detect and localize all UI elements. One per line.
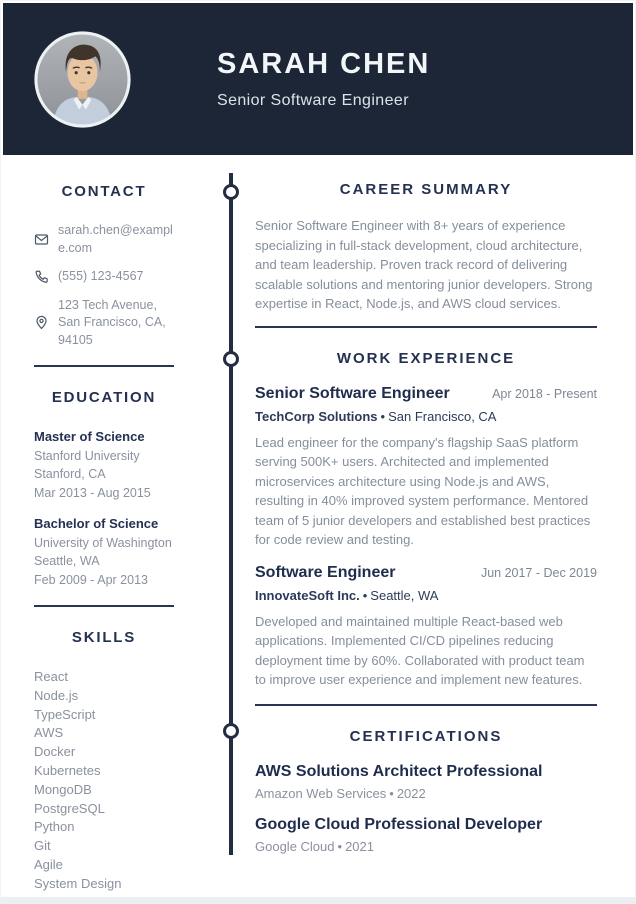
sidebar-divider: [34, 605, 174, 607]
job-entry: [255, 564, 597, 690]
location-pin-icon: [34, 315, 49, 330]
education-entry: [34, 428, 174, 502]
education-location: Stanford, CA: [34, 467, 106, 481]
career-summary-section: [255, 181, 597, 314]
job-dates: Apr 2018 - Present: [492, 386, 597, 401]
job-location: San Francisco, CA: [388, 408, 497, 424]
timeline-dot-work-experience: [223, 351, 239, 367]
certification-entry: [255, 816, 597, 854]
header-text: [217, 48, 430, 110]
phone-icon: [34, 269, 49, 284]
certification-year: 2022: [396, 785, 426, 801]
profile-photo: [34, 31, 131, 128]
header: [3, 3, 633, 155]
job-location: Seattle, WA: [370, 587, 439, 603]
education-entry: [34, 515, 174, 589]
page-bottom-edge: [0, 897, 636, 904]
job-description: Developed and maintained multiple React-based web applications. Implemented CI/CD pipelines reducing deployment time by 60%. Collaborated with product team to improve user experience and implement new features.: [255, 613, 585, 687]
bullet-separator: •: [389, 785, 394, 801]
certifications-heading: CERTIFICATIONS: [349, 727, 503, 745]
contact-address-value: 123 Tech Avenue, San Francisco, CA, 94105: [58, 297, 166, 347]
job-title: Software Engineer: [255, 563, 396, 581]
skill-item: React: [34, 669, 68, 684]
job-company-line: [255, 588, 597, 603]
person-name: SARAH CHEN: [217, 48, 431, 80]
job-title: Senior Software Engineer: [255, 384, 450, 402]
skill-item: Agile: [34, 856, 63, 872]
contact-phone-value: (555) 123-4567: [58, 269, 144, 283]
certification-issuer: Amazon Web Services: [255, 785, 387, 801]
sidebar: [0, 155, 206, 894]
skills-list: [34, 668, 174, 894]
education-degree: Bachelor of Science: [34, 516, 159, 531]
skills-section: [34, 629, 174, 894]
job-entry: [255, 385, 597, 550]
main-column: [255, 155, 636, 894]
timeline-dot-certifications: [223, 723, 239, 739]
skill-item: Node.js: [34, 687, 79, 703]
education-dates: Mar 2013 - Aug 2015: [34, 485, 151, 500]
bullet-separator: •: [380, 408, 386, 424]
certification-year: 2021: [345, 838, 374, 854]
certification-issuer-line: [255, 786, 597, 801]
contact-heading: CONTACT: [61, 183, 147, 200]
work-experience-heading: WORK EXPERIENCE: [336, 349, 516, 367]
education-school: Stanford University: [34, 448, 140, 463]
education-school: University of Washington: [34, 535, 172, 550]
job-company: TechCorp Solutions: [255, 408, 378, 424]
education-heading: EDUCATION: [51, 389, 157, 406]
person-job-title: Senior Software Engineer: [217, 92, 409, 109]
job-description: Lead engineer for the company's flagship SaaS platform serving 500K+ users. Architected and implemented microservices architecture using Node.js and AWS, resulting in 40% improved system performance. Mentored team of 5 junior developers and established best practices for code review and testing.: [255, 434, 591, 547]
envelope-icon: [34, 232, 49, 247]
timeline-dot-career-summary: [223, 184, 239, 200]
job-dates: Jun 2017 - Dec 2019: [480, 565, 597, 580]
education-location: Seattle, WA: [34, 554, 100, 568]
portrait-photo-graphic: [34, 31, 131, 128]
job-company: InnovateSoft Inc.: [255, 587, 360, 603]
skills-heading: SKILLS: [71, 629, 137, 646]
job-header: [255, 385, 597, 403]
sidebar-divider: [34, 365, 174, 367]
career-summary-text: Senior Software Engineer with 8+ years of experience specializing in full-stack development, cloud architecture, and team leadership. Proven track record of delivering scalable solutions and mentoring junior developers. Strong expertise in React, Node.js, and AWS cloud services.: [255, 218, 593, 311]
career-summary-heading: CAREER SUMMARY: [339, 181, 513, 198]
timeline-line: [229, 173, 233, 855]
education-degree: Master of Science: [34, 429, 145, 444]
certifications-section: [255, 728, 597, 854]
content-area: [0, 155, 636, 894]
certification-issuer-line: [255, 839, 597, 854]
contact-item-address: [34, 297, 174, 350]
bullet-separator: •: [362, 587, 368, 603]
contact-item-phone: [34, 268, 174, 286]
certification-name: Google Cloud Professional Developer: [255, 815, 543, 833]
timeline: [206, 155, 255, 894]
main-divider: [255, 326, 597, 328]
skill-item: Git: [34, 838, 51, 854]
certification-issuer: Google Cloud: [255, 838, 335, 854]
bullet-separator: •: [337, 838, 343, 854]
contact-section: [34, 183, 174, 349]
education-section: [34, 389, 174, 589]
skill-item: Python: [34, 819, 75, 835]
skill-item: TypeScript: [34, 706, 96, 722]
work-experience-section: [255, 350, 597, 690]
certification-name: AWS Solutions Architect Professional: [255, 762, 543, 780]
skill-item: System Design: [34, 875, 122, 891]
skill-item: Docker: [34, 744, 76, 760]
main-divider: [255, 704, 597, 706]
skill-item: Kubernetes: [34, 762, 101, 778]
certification-entry: [255, 763, 597, 801]
skill-item: MongoDB: [34, 781, 92, 797]
education-dates: Feb 2009 - Apr 2013: [34, 572, 148, 587]
contact-item-email: [34, 222, 174, 257]
skill-item: PostgreSQL: [34, 800, 105, 816]
skill-item: AWS: [34, 725, 64, 741]
contact-email-value: sarah.chen@example.com: [58, 223, 173, 255]
job-header: [255, 564, 597, 582]
job-company-line: [255, 409, 597, 424]
